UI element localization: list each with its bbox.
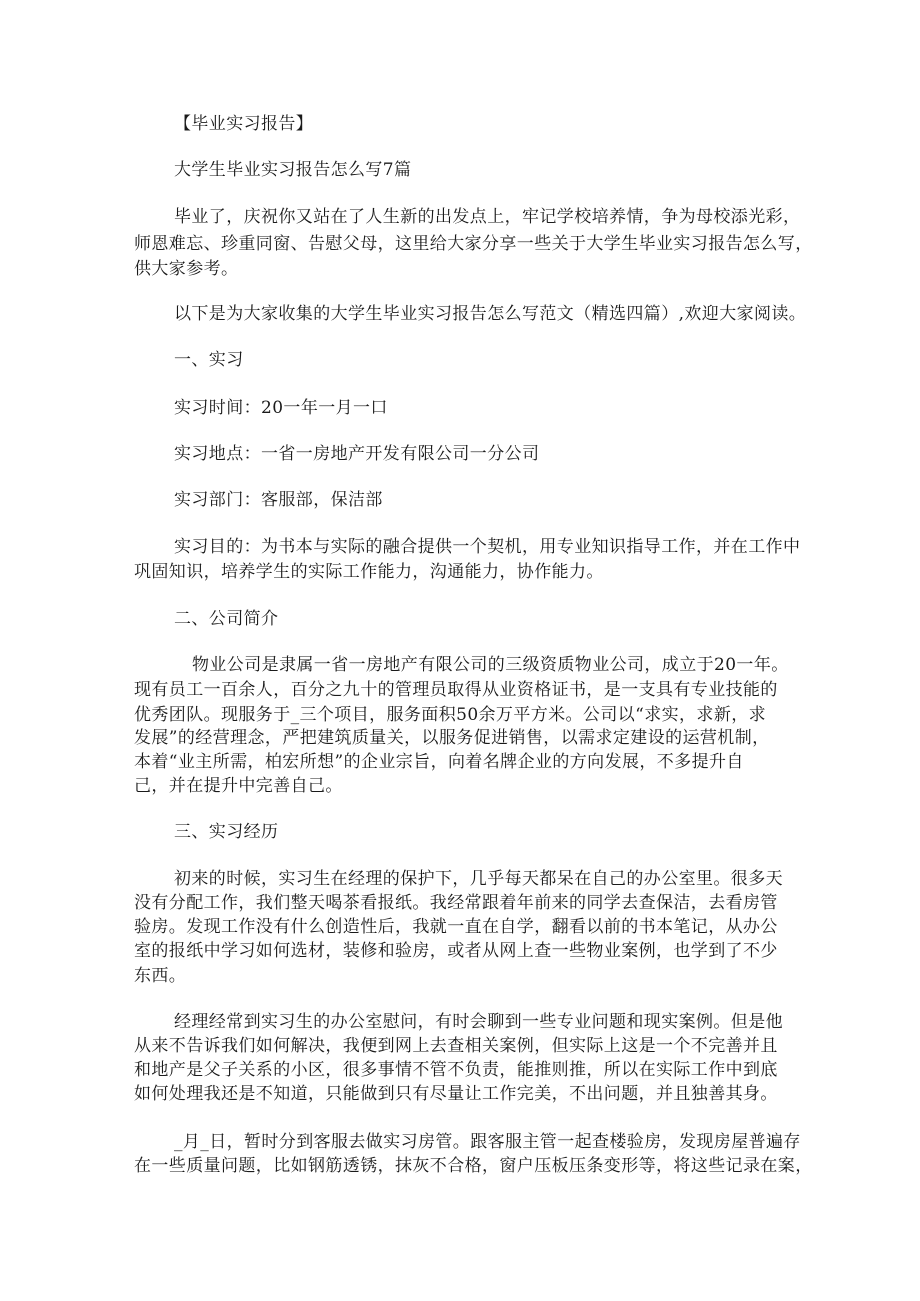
section2-heading: 二、公司简介 xyxy=(174,609,279,629)
company-line-3: 优秀团队。现服务于_三个项目，服务面积50余万平方米。公司以“求实，求新，求 xyxy=(134,705,767,725)
company-line-4: 发展”的经营理念，严把建筑质量关，以服务促进销售，以需求定建设的运营机制， xyxy=(134,728,770,748)
experience-p2-line-3: 和地产是父子关系的小区，很多事情不管不负责，能推则推，所以在实际工作中到底 xyxy=(134,1060,778,1080)
experience-p1-line-5: 东西。 xyxy=(134,966,187,986)
experience-p1-line-3: 验房。发现工作没有什么创造性后，我就一直在自学，翻看以前的书本笔记，从办公 xyxy=(134,917,778,937)
purpose-line-1: 实习目的：为书本与实际的融合提供一个契机，用专业知识指导工作，并在工作中 xyxy=(174,537,801,557)
experience-p1-line-1: 初来的时候，实习生在经理的保护下，几乎每天都呆在自己的办公室里。很多天 xyxy=(174,869,783,889)
internship-department: 实习部门：客服部，保洁部 xyxy=(174,490,383,510)
experience-p2-line-1: 经理经常到实习生的办公室慰问，有时会聊到一些专业问题和现实案例。但是他 xyxy=(174,1012,783,1032)
experience-p1-line-4: 室的报纸中学习如何选材，装修和验房，或者从网上查一些物业案例，也学到了不少 xyxy=(134,941,778,961)
experience-p2-line-4: 如何处理我还是不知道，只能做到只有尽量让工作完美，不出问题，并且独善其身。 xyxy=(134,1084,778,1104)
experience-p3-line-2: 在一些质量问题，比如钢筋透锈，抹灰不合格，窗户压板压条变形等，将这些记录在案， xyxy=(134,1156,813,1176)
company-line-5: 本着“业主所需，柏宏所想”的企业宗旨，向着名牌企业的方向发展，不多提升自 xyxy=(134,752,744,772)
company-line-2: 现有员工一百余人，百分之九十的管理员取得从业资格证书，是一支具有专业技能的 xyxy=(134,680,778,700)
section3-heading: 三、实习经历 xyxy=(174,822,279,842)
section1-heading: 一、实习 xyxy=(174,350,244,370)
company-line-1: 物业公司是隶属一省一房地产有限公司的三级资质物业公司，成立于20一年。 xyxy=(192,655,789,675)
intro-line-2: 师恩难忘、珍重同窗、告慰父母，这里给大家分享一些关于大学生毕业实习报告怎么写， xyxy=(134,234,813,254)
experience-p1-line-2: 没有分配工作，我们整天喝茶看报纸。我经常跟着年前来的同学去查保洁，去看房管 xyxy=(134,893,778,913)
experience-p2-line-2: 从来不告诉我们如何解决，我便到网上去查相关案例，但实际上这是一个不完善并且 xyxy=(134,1036,778,1056)
internship-time: 实习时间：20一年一月一口 xyxy=(174,398,388,418)
collection-note: 以下是为大家收集的大学生毕业实习报告怎么写范文（精选四篇）,欢迎大家阅读。 xyxy=(174,304,807,324)
document-title: 【毕业实习报告】 xyxy=(174,114,314,134)
intro-line-3: 供大家参考。 xyxy=(134,259,239,279)
internship-place: 实习地点：一省一房地产开发有限公司一分公司 xyxy=(174,444,540,464)
experience-p3-line-1: _月_日，暂时分到客服去做实习房管。跟客服主管一起查楼验房，发现房屋普遍存 xyxy=(174,1132,801,1152)
intro-line-1: 毕业了，庆祝你又站在了人生新的出发点上，牢记学校培养情，争为母校添光彩， xyxy=(174,207,801,227)
purpose-line-2: 巩固知识，培养学生的实际工作能力，沟通能力，协作能力。 xyxy=(134,562,604,582)
document-subtitle: 大学生毕业实习报告怎么写7篇 xyxy=(174,160,412,180)
company-line-6: 己，并在提升中完善自己。 xyxy=(134,776,343,796)
